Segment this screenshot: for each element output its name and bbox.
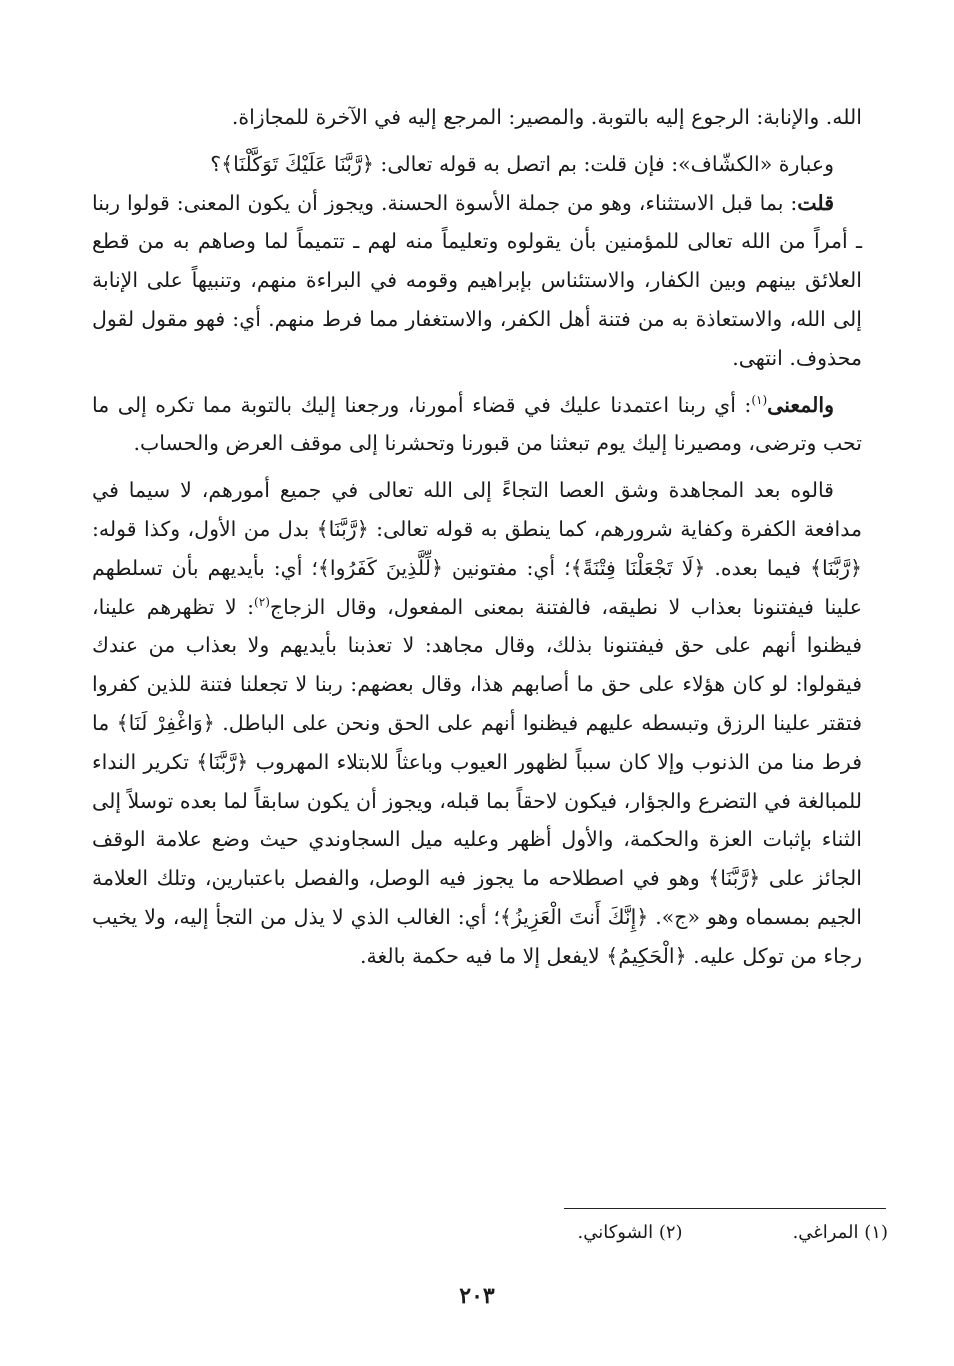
footnotes [320,1222,888,1243]
body-text [92,98,862,976]
paragraph-lead: والمعنى [767,392,834,417]
footnote-divider [564,1208,886,1209]
footnote-1: (١) المراغي. [792,1222,888,1243]
paragraph-4 [92,386,862,464]
footnote-ref-1: (١) [751,392,768,407]
paragraph-lead: قلت [797,190,834,215]
page-number: ٢٠٣ [459,1283,495,1309]
paragraph-text: وعبارة «الكشّاف»: فإن قلت: بم اتصل به قوله تعالى: ﴿رَّبَّنَا عَلَيْكَ تَوَكَّلْنَا﴾؟ [210,151,834,176]
paragraph-text: : أي ربنا اعتمدنا عليك في قضاء أمورنا، ورجعنا إليك بالتوبة مما تكره إلى ما تحب وترضى، ومصيرنا إليك يوم تبعثنا من قبورنا وتحشرنا إلى موقف العرض والحساب. [92,392,862,456]
paragraph-1 [92,98,862,137]
paragraph-5 [92,471,862,975]
footnote-2: (٢) الشوكاني. [577,1222,683,1243]
paragraph-text: الله. والإنابة: الرجوع إليه بالتوبة. والمصير: المرجع إليه في الآخرة للمجازاة. [231,105,862,129]
paragraph-2 [92,145,862,184]
paragraph-text: : بما قبل الاستثناء، وهو من جملة الأسوة الحسنة. ويجوز أن يكون المعنى: قولوا ربنا ـ أمراً من الله تعالى للمؤمنين بأن يقولوه وتعليماً منه لهم ـ تتميماً لما وصاهم به من قطع العلائق بينهم وبين الكفار، والاستئناس بإبراهيم وقومه في البراءة منهم، وتنبيهاً على الإنابة إلى الله، والاستعاذة به من فتنة أهل الكفر، والاستغفار مما فرط منهم. أي: فهو مقول لقول محذوف. انتهى. [92,190,862,370]
footnote-ref-2: (٢) [254,594,270,609]
paragraph-text-a: قالوه بعد المجاهدة وشق العصا التجاءً إلى الله تعالى في جميع أمورهم، لا سيما في مدافعة الكفرة وكفاية شرورهم، كما ينطق به قوله تعالى: ﴿رَّبَّنَا﴾ بدل من الأول، وكذا قوله: ﴿رَّبَّنَا﴾ فيما بعده. ﴿لَا تَجْعَلْنَا فِتْنَةً﴾؛ أي: مفتونين ﴿لِّلَّذِينَ كَفَرُوا﴾؛ أي: بأيديهم بأن تسلطهم علينا فيفتنونا بعذاب لا نطيقه، فالفتنة بمعنى المفعول، وقال الزجاج [92,478,862,619]
paragraph-3 [92,184,862,378]
paragraph-text-b: : لا تظهرهم علينا، فيظنوا أنهم على حق فيفتنونا بذلك، وقال مجاهد: لا تعذبنا بأيديهم ولا بعذاب من عندك فيقولوا: لو كان هؤلاء على حق ما أصابهم هذا، وقال بعضهم: ربنا لا تجعلنا فتنة للذين كفروا فتقتر علينا الرزق وتبسطه عليهم فيظنوا أنهم على الحق ونحن على الباطل. ﴿وَاغْفِرْ لَنَا﴾ ما فرط منا من الذنوب وإلا كان سبباً لظهور العيوب وباعثاً للابتلاء المهروب ﴿رَّبَّنَا﴾ تكرير النداء للمبالغة في التضرع والجؤار، فيكون لاحقاً بما قبله، ويجوز أن يكون سابقاً لما بعده توسلاً إلى الثناء بإثبات العزة والحكمة، والأول أظهر وعليه ميل السجاوندي حيث وضع علامة الوقف الجائز على ﴿رَّبَّنَا﴾ وهو في اصطلاحه ما يجوز فيه الوصل، والفصل باعتبارين، وتلك العلامة الجيم بمسماه وهو «ج». ﴿إِنَّكَ أَنتَ الْعَزِيزُ﴾؛ أي: الغالب الذي لا يذل من التجأ إليه، ولا يخيب رجاء من توكل عليه. ﴿الْحَكِيمُ﴾ لايفعل إلا ما فيه حكمة بالغة. [92,594,862,968]
